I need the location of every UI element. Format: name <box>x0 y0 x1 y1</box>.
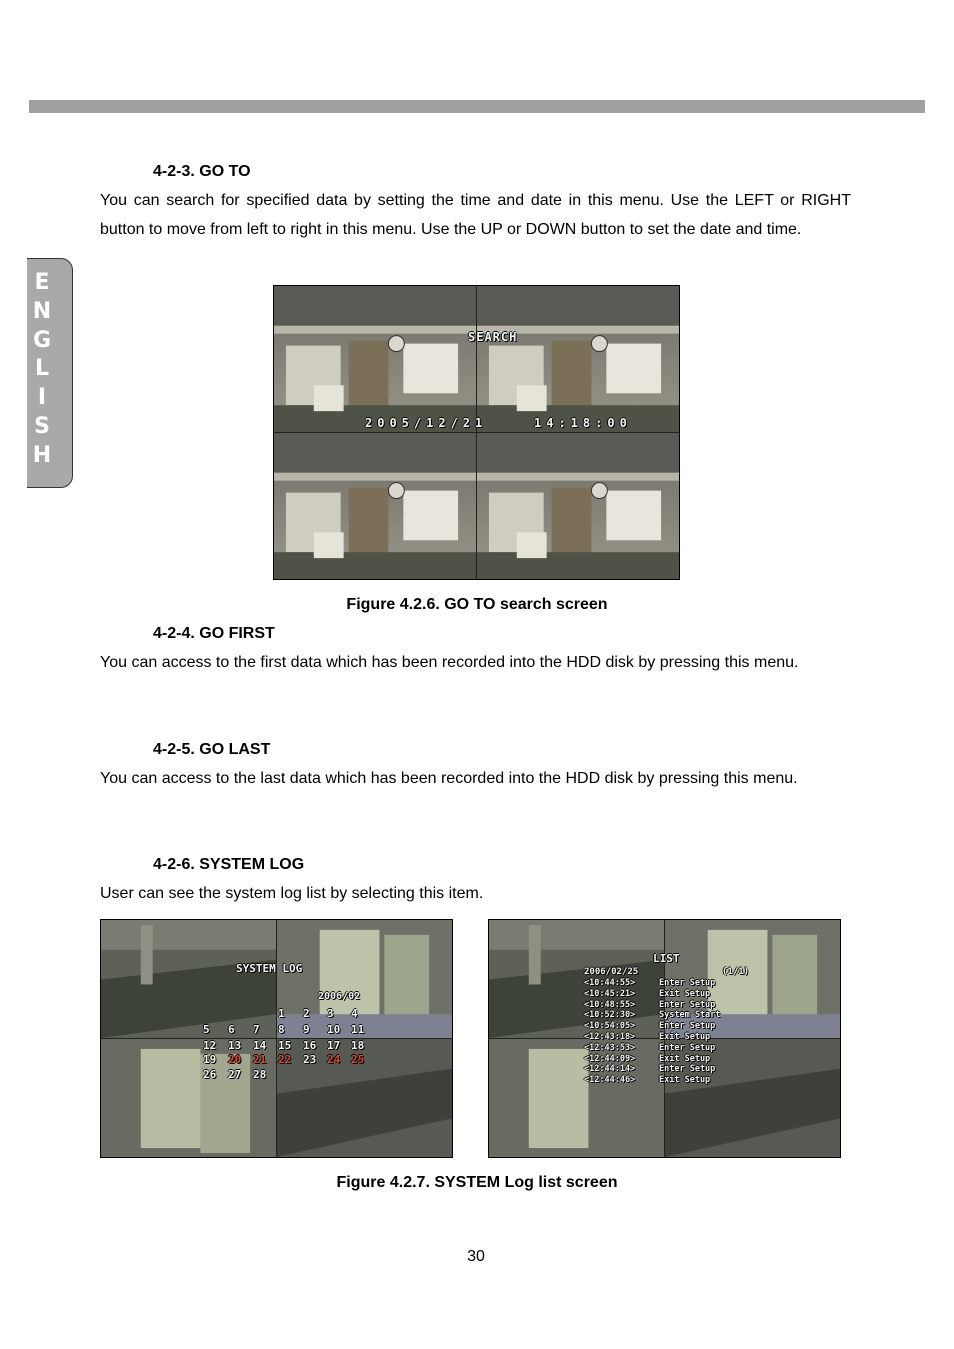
calendar-day[interactable]: 6 <box>228 1023 235 1036</box>
log-entry-event[interactable]: Exit Setup <box>659 988 711 999</box>
log-entry-event[interactable]: Enter Setup <box>659 999 716 1010</box>
log-entry-time: <12:44:46> <box>584 1075 636 1086</box>
figure-go-to-search-screen <box>273 285 680 580</box>
calendar-day[interactable]: 27 <box>228 1068 242 1081</box>
log-entry-event[interactable]: System Start <box>659 1010 721 1021</box>
log-entry-time: <10:44:55> <box>584 978 636 988</box>
language-tab-english <box>27 258 73 488</box>
osd-list-page: (1/1) <box>722 967 750 977</box>
osd-calendar-month: 2006/02 <box>318 991 361 1002</box>
osd-search-date: 2005/12/21 <box>365 416 488 430</box>
calendar-day[interactable]: 12 <box>203 1039 217 1052</box>
calendar-day[interactable]: 13 <box>228 1039 242 1052</box>
calendar-day[interactable]: 25 <box>351 1053 365 1066</box>
log-entry-time: <10:48:55> <box>584 999 636 1010</box>
language-tab-letter: G <box>32 327 52 353</box>
calendar-day[interactable]: 8 <box>278 1023 285 1036</box>
language-tab-letter: S <box>34 413 50 439</box>
language-tab-letter: H <box>32 442 52 468</box>
calendar-day[interactable]: 22 <box>278 1053 292 1066</box>
log-entry-event[interactable]: Enter Setup <box>659 978 716 988</box>
calendar-day[interactable]: 16 <box>303 1039 317 1052</box>
calendar-day[interactable]: 7 <box>253 1023 260 1036</box>
paragraph-go-last: You can access to the last data which has been recorded into the HDD disk by pressing this menu. <box>100 770 798 787</box>
osd-list-date: 2006/02/25 <box>584 967 639 977</box>
heading-system-log: 4-2-6. SYSTEM LOG <box>153 856 305 873</box>
header-bar <box>29 100 925 113</box>
caption-figure-4-2-6: Figure 4.2.6. GO TO search screen <box>346 596 608 613</box>
calendar-day[interactable]: 4 <box>351 1007 358 1020</box>
calendar-day[interactable]: 19 <box>203 1053 217 1066</box>
language-tab-letter: L <box>34 356 50 382</box>
figure-system-log-list <box>488 919 841 1158</box>
calendar-day[interactable]: 20 <box>228 1053 242 1066</box>
language-tab-label <box>27 269 57 471</box>
calendar-day[interactable]: 9 <box>303 1023 310 1036</box>
calendar-day[interactable]: 23 <box>303 1053 317 1066</box>
osd-search-title: SEARCH <box>468 330 518 344</box>
figure-system-log-calendar <box>100 919 453 1158</box>
log-entry-time: <12:44:09> <box>584 1053 636 1064</box>
calendar-day[interactable]: 28 <box>253 1068 267 1081</box>
log-entry-time: <10:52:30> <box>584 1010 636 1021</box>
calendar-day[interactable]: 2 <box>303 1007 310 1020</box>
paragraph-go-to: You can search for specified data by setting the time and date in this menu. Use the LEFT or RIGHT button to move from left to right in this menu. Use the UP or DOWN button to set the date and time. <box>100 192 851 238</box>
calendar-day[interactable]: 1 <box>278 1007 285 1020</box>
language-tab-letter: I <box>37 385 47 411</box>
calendar-day[interactable]: 14 <box>253 1039 267 1052</box>
calendar-day[interactable]: 17 <box>327 1039 341 1052</box>
calendar-day[interactable]: 10 <box>327 1023 341 1036</box>
paragraph-system-log: User can see the system log list by selecting this item. <box>100 885 484 902</box>
calendar-day[interactable]: 15 <box>278 1039 292 1052</box>
log-entry-event[interactable]: Enter Setup <box>659 1042 716 1053</box>
page-number: 30 <box>467 1248 485 1265</box>
calendar-day[interactable]: 18 <box>351 1039 365 1052</box>
caption-figure-4-2-7: Figure 4.2.7. SYSTEM Log list screen <box>336 1174 618 1191</box>
log-entry-event[interactable]: Exit Setup <box>659 1075 711 1086</box>
osd-system-log-title: SYSTEM LOG <box>236 962 303 975</box>
language-tab-letter: E <box>34 270 50 295</box>
log-entry-time: <10:54:05> <box>584 1021 636 1032</box>
log-entry-event[interactable]: Exit Setup <box>659 1032 711 1042</box>
log-entry-time: <10:45:21> <box>584 988 636 999</box>
calendar-day[interactable]: 11 <box>351 1023 365 1036</box>
calendar-day[interactable]: 21 <box>253 1053 267 1066</box>
calendar-day[interactable]: 3 <box>327 1007 334 1020</box>
log-entry-time: <12:44:14> <box>584 1064 636 1075</box>
log-entry-time: <12:43:18> <box>584 1032 636 1042</box>
osd-list-title: LIST <box>653 952 680 965</box>
log-entry-event[interactable]: Enter Setup <box>659 1064 716 1075</box>
calendar-day[interactable]: 5 <box>203 1023 210 1036</box>
heading-go-to: 4-2-3. GO TO <box>153 163 251 180</box>
calendar-day[interactable]: 24 <box>327 1053 341 1066</box>
language-tab-letter: N <box>32 298 52 324</box>
osd-search-time: 14:18:00 <box>534 416 632 430</box>
log-entry-time: <12:43:53> <box>584 1042 636 1053</box>
calendar-day[interactable]: 26 <box>203 1068 217 1081</box>
log-entry-event[interactable]: Exit Setup <box>659 1053 711 1064</box>
camera-quad-view-lobby <box>101 920 452 1157</box>
paragraph-go-first: You can access to the first data which has been recorded into the HDD disk by pressing this menu. <box>100 654 799 671</box>
heading-go-last: 4-2-5. GO LAST <box>153 741 271 758</box>
heading-go-first: 4-2-4. GO FIRST <box>153 625 275 642</box>
log-entry-event[interactable]: Enter Setup <box>659 1021 716 1032</box>
